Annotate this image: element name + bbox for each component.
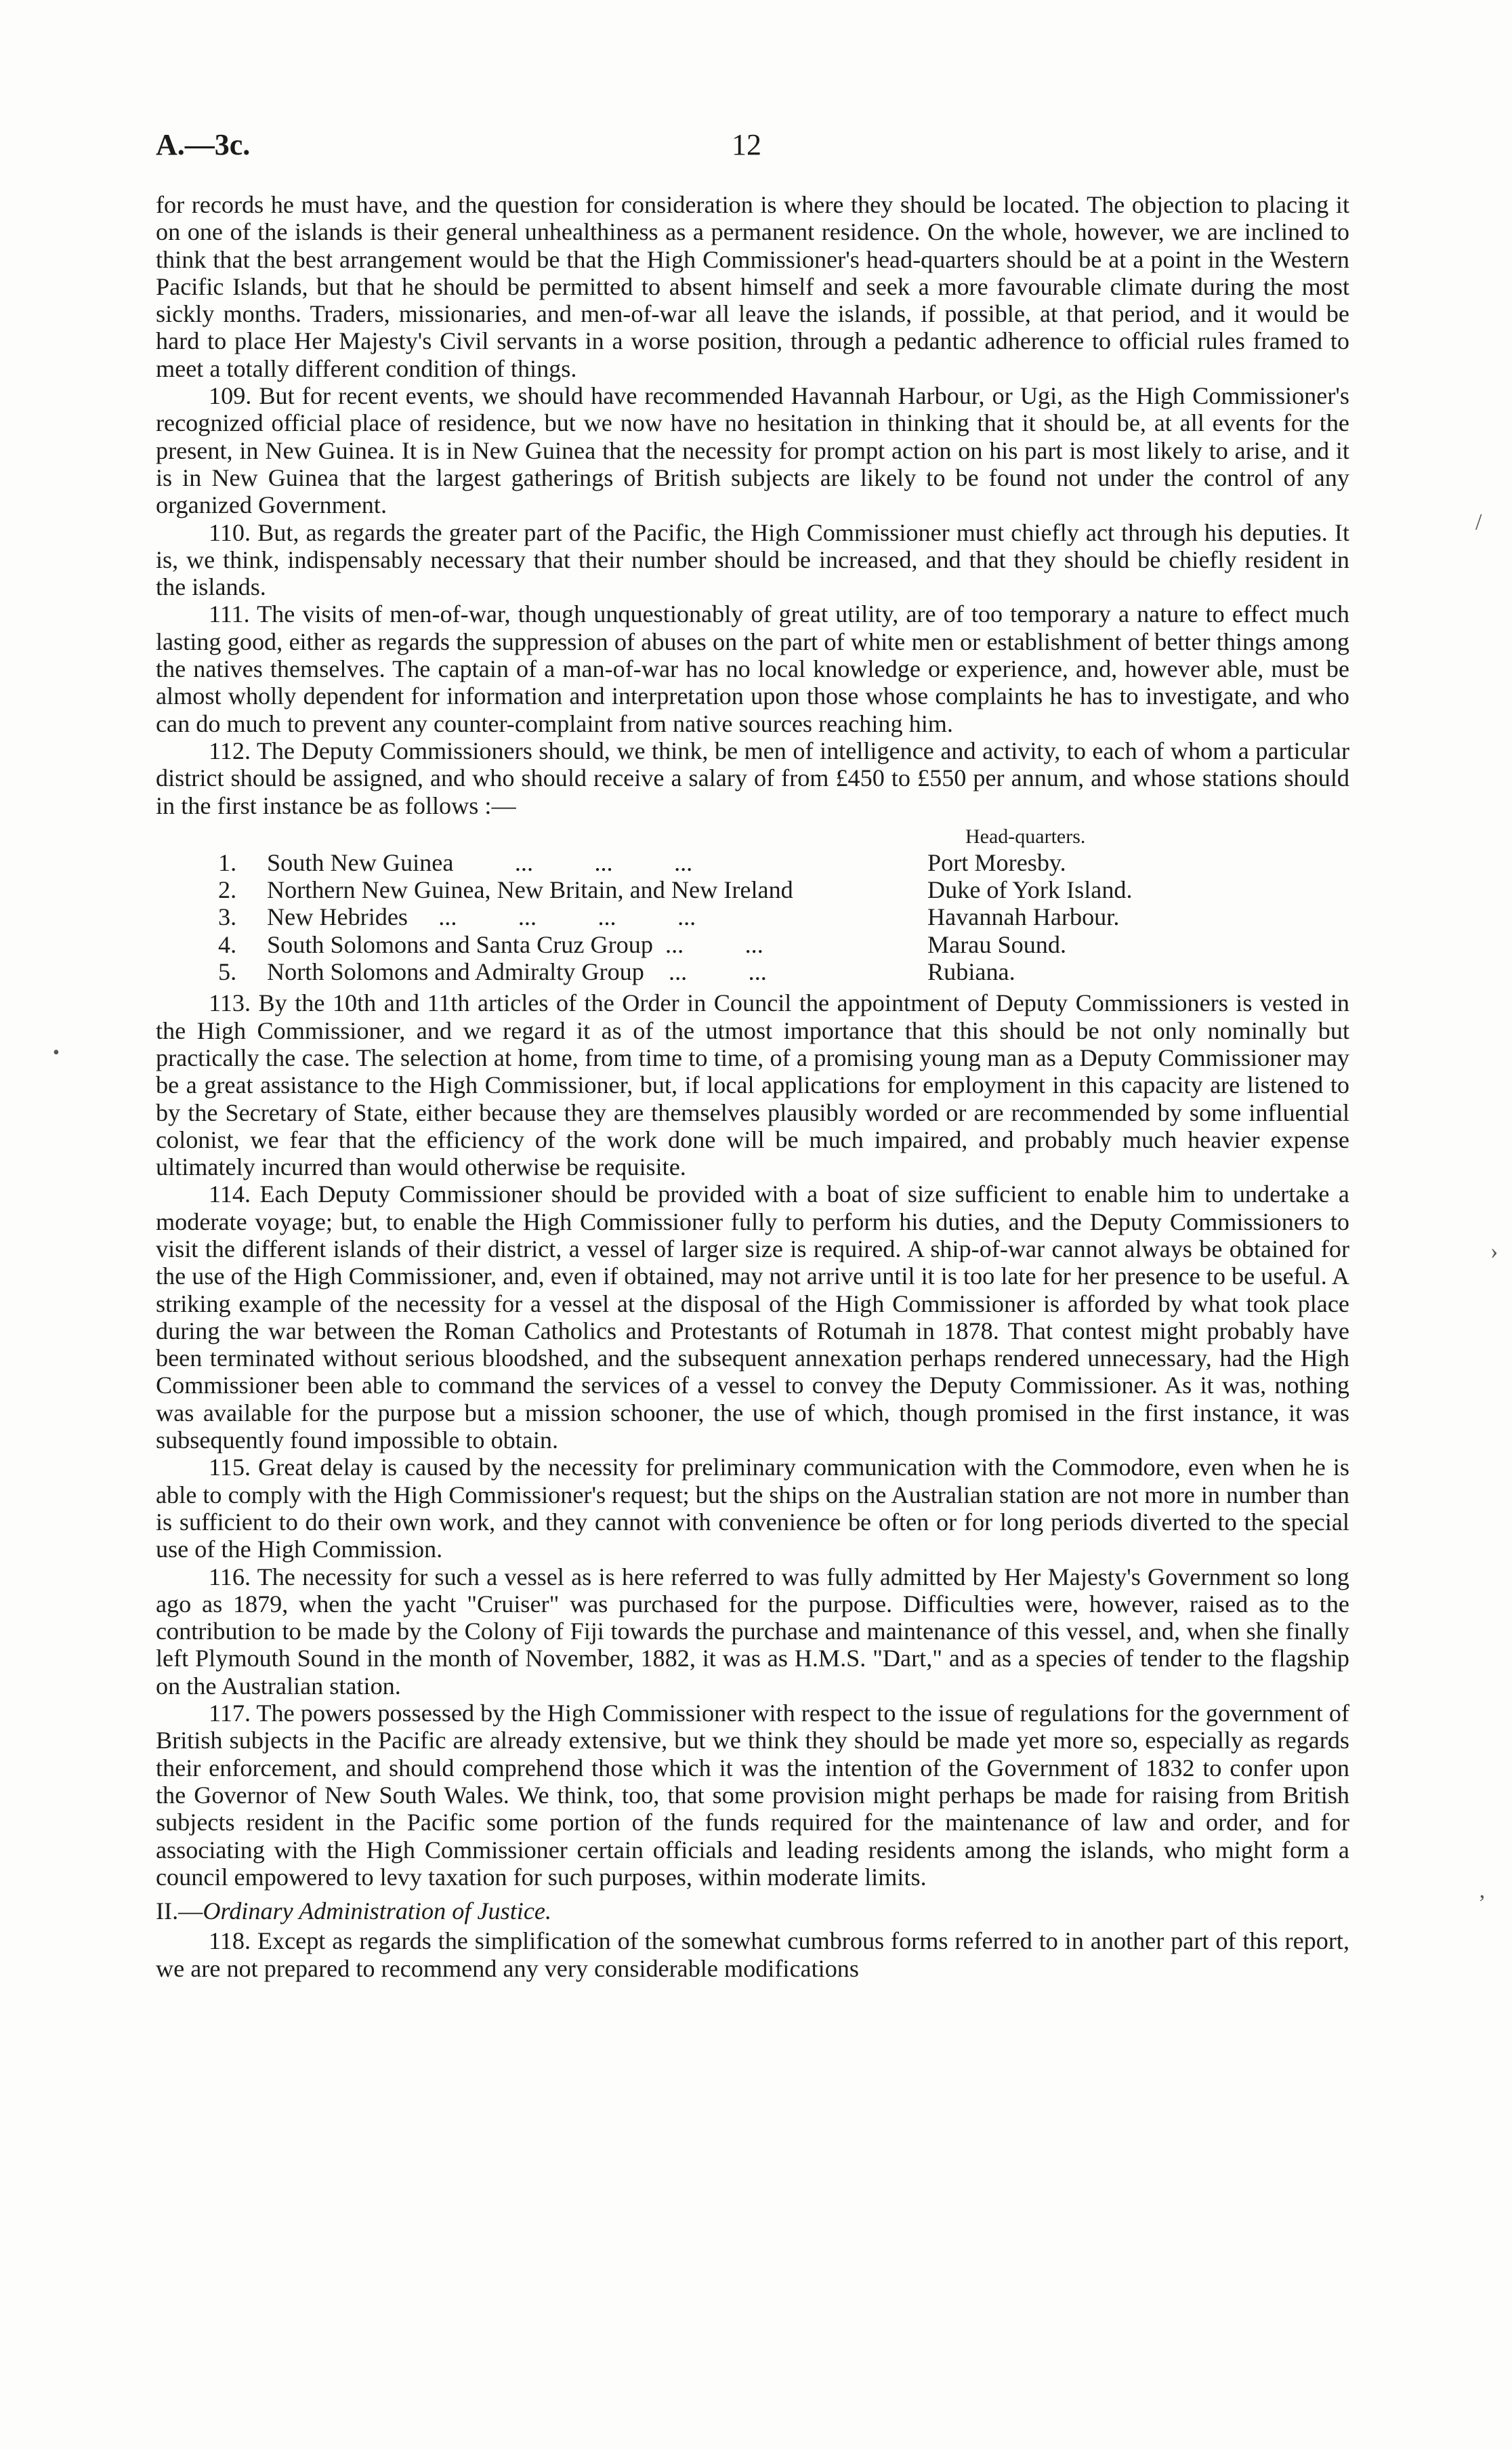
margin-mark: ›	[1490, 1239, 1498, 1264]
station-headquarters: Duke of York Island.	[927, 876, 1133, 904]
station-number: 1.	[218, 848, 237, 876]
paragraph-113: 113. By the 10th and 11th articles of the Order in Council the appointment of Deputy Commissioners is vested in the High Commissioner, and we regard it as of the utmost importance that this should be not only nominally but practically the case. The selection at home, from time to time, of a promising young man as a Deputy Commissioner may be a great assistance to the High Commissioner, but, if local applications for employment in this capacity are listened to by the Secretary of State, either because they are themselves plausibly worded or are recommended by some influential colonist, we fear that the efficiency of the work done will be much impaired, and probably much heavier expense ultimately incurred than would otherwise be requisite.	[156, 989, 1349, 1181]
station-headquarters: Port Moresby.	[927, 848, 1066, 876]
page-body	[156, 191, 1349, 1982]
station-row	[156, 876, 1349, 903]
section-title: Ordinary Administration of Justice.	[203, 1897, 551, 1925]
station-headquarters: Rubiana.	[927, 958, 1015, 986]
station-headquarters: Havannah Harbour.	[927, 903, 1120, 931]
stations-column-header: Head-quarters.	[965, 825, 1086, 848]
station-row	[156, 958, 1349, 985]
paragraph-114: 114. Each Deputy Commissioner should be provided with a boat of size sufficient to enable him to undertake a moderate voyage; but, to enable the High Commissioner fully to perform his duties, and the Deputy Commissioners to visit the different islands of their district, a vessel of larger size is required. A ship-of-war cannot always be obtained for the use of the High Commissioner, and, even if obtained, may not arrive until it is too late for her presence to be useful. A striking example of the necessity for a vessel at the disposal of the High Commissioner is afforded by what took place during the war between the Roman Catholics and Protestants of Rotumah in 1878. That contest might probably have been terminated without serious bloodshed, and the subsequent annexation perhaps rendered unnecessary, had the High Commissioner been able to command the services of a vessel to convey the Deputy Commissioner. As it was, nothing was available for the purpose but a mission schooner, the use of which, though promised in the first instance, it was subsequently found impossible to obtain.	[156, 1180, 1349, 1454]
station-number: 5.	[218, 958, 237, 986]
margin-mark: •	[53, 1042, 60, 1063]
section-number: II.—	[156, 1897, 203, 1925]
page-header	[156, 127, 1356, 168]
station-row	[156, 931, 1349, 958]
station-number: 4.	[218, 930, 237, 958]
station-district: North Solomons and Admiralty Group ... ...	[267, 958, 767, 986]
station-district: South New Guinea ... ... ...	[267, 848, 693, 876]
paragraph-117: 117. The powers possessed by the High Commissioner with respect to the issue of regulations for the government of British subjects in the Pacific are already extensive, but we think they should be made yet more so, especially as regards their enforcement, and should comprehend those which it was the intention of the Government of 1832 to confer upon the Governor of New South Wales. We think, too, that some provision might perhaps be made for raising from British subjects resident in the Pacific some portion of the funds required for the maintenance of law and order, and for associating with the High Commissioner certain officials and leading residents among the islands, who might form a council empowered to levy taxation for such purposes, within moderate limits.	[156, 1700, 1349, 1891]
station-number: 3.	[218, 903, 237, 931]
paragraph-111: 111. The visits of men-of-war, though unquestionably of great utility, are of too temporary a nature to effect much lasting good, either as regards the suppression of abuses on the part of white men or establishment of better things among the natives themselves. The captain of a man-of-war has no local knowledge or experience, and, however able, must be almost wholly dependent for information and interpretation upon those whose complaints he has to investigate, and who can do much to prevent any counter-complaint from native sources reaching him.	[156, 600, 1349, 737]
paragraph-118: 118. Except as regards the simplification of the somewhat cumbrous forms referred to in another part of this report, we are not prepared to recommend any very considerable modifications	[156, 1927, 1349, 1982]
paragraph-109: 109. But for recent events, we should have recommended Havannah Harbour, or Ugi, as the High Commissioner's recognized official place of residence, but we now have no hesitation in thinking that it should be, at all events for the present, in New Guinea. It is in New Guinea that the necessity for prompt action on his part is most likely to arise, and it is in New Guinea that the largest gatherings of British subjects are likely to be found not under the control of any organized Government.	[156, 382, 1349, 519]
section-heading	[156, 1897, 1349, 1925]
station-district: South Solomons and Santa Cruz Group ... ...	[267, 930, 763, 958]
stations-list	[156, 849, 1349, 985]
page-number: 12	[732, 128, 761, 161]
station-number: 2.	[218, 876, 237, 904]
paragraph-continuation: for records he must have, and the question for consideration is where they should be located. The objection to placing it on one of the islands is their general unhealthiness as a permanent residence. On the whole, however, we are inclined to think that the best arrangement would be that the High Commissioner's head-quarters should be at a point in the Western Pacific Islands, but that he should be permitted to absent himself and seek a more favourable climate during the most sickly months. Traders, missionaries, and men-of-war all leave the islands, if possible, at that period, and it would be hard to place Her Majesty's Civil servants in a worse position, through a pedantic adherence to official rules framed to meet a totally different condition of things.	[156, 191, 1349, 382]
paragraph-116: 116. The necessity for such a vessel as is here referred to was fully admitted by Her Majesty's Government so long ago as 1879, when the yacht "Cruiser" was purchased for the purpose. Difficulties were, however, raised as to the contribution to be made by the Colony of Fiji towards the purchase and maintenance of this vessel, and, when she finally left Plymouth Sound in the month of November, 1882, it was as H.M.S. "Dart," and as a species of tender to the flagship on the Australian station.	[156, 1563, 1349, 1700]
paragraph-112: 112. The Deputy Commissioners should, we think, be men of intelligence and activity, to each of whom a particular district should be assigned, and who should receive a salary of from £450 to £550 per annum, and whose stations should in the first instance be as follows :—	[156, 737, 1349, 819]
paragraph-110: 110. But, as regards the greater part of the Pacific, the High Commissioner must chiefly act through his deputies. It is, we think, indispensably necessary that their number should be increased, and that they should be chiefly resident in the islands.	[156, 518, 1349, 601]
station-district: Northern New Guinea, New Britain, and New Ireland	[267, 876, 793, 904]
margin-mark: ’	[1478, 1891, 1486, 1916]
station-row	[156, 849, 1349, 876]
document-reference: A.—3c.	[156, 128, 251, 161]
paragraph-115: 115. Great delay is caused by the necessity for preliminary communication with the Commodore, even when he is able to comply with the High Commissioner's request; but the ships on the Australian station are not more in number than is sufficient to do their own work, and they cannot with convenience be often or for long periods diverted to the special use of the High Commission.	[156, 1454, 1349, 1563]
station-district: New Hebrides ... ... ... ...	[267, 903, 696, 931]
margin-mark: /	[1475, 510, 1482, 535]
station-row	[156, 903, 1349, 930]
station-headquarters: Marau Sound.	[927, 930, 1067, 958]
